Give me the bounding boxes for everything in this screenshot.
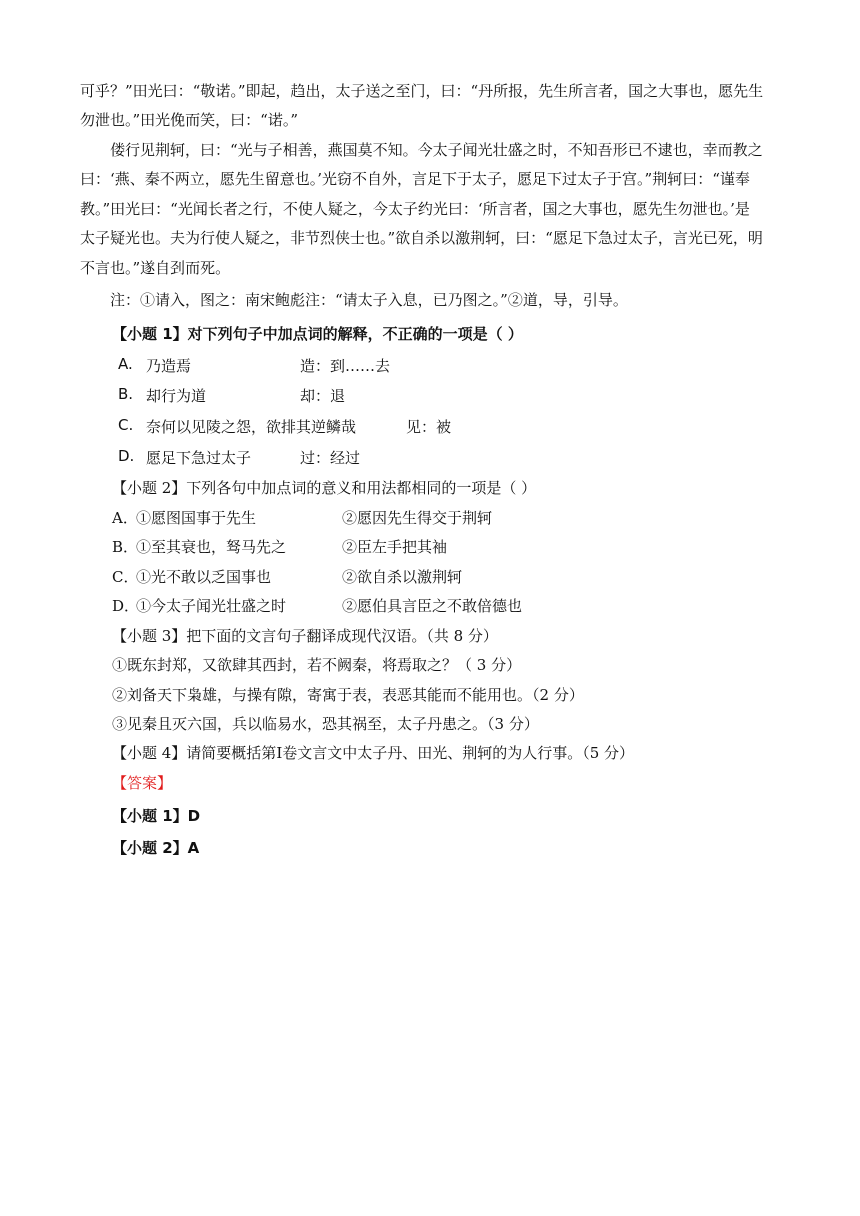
q1-option-a-letter: A.	[118, 355, 133, 373]
passage-line-2: 勿泄也。”田光俛而笑，曰：“诺。”	[80, 111, 299, 129]
q2-option-d-first: ①今太子闻光壮盛之时	[136, 597, 287, 615]
passage-line-1: 可乎？”田光曰：“敬诺。”即起，趋出，太子送之至门，曰：“丹所报，先生所言者，国之大事也，愿先生	[80, 82, 764, 100]
q2-option-a-first: ①愿图国事于先生	[136, 509, 257, 527]
passage-line-7: 不言也。”遂自刭而死。	[80, 259, 231, 277]
q3-title: 【小题 3】把下面的文言句子翻译成现代汉语。（共 8 分）	[112, 627, 498, 645]
q1-option-d-gloss: 过：经过	[300, 449, 361, 467]
q2-option-d-letter: D．	[112, 597, 140, 615]
q1-option-a-gloss: 造：到……去	[300, 357, 391, 375]
q4-title: 【小题 4】请简要概括第Ⅰ卷文言文中太子丹、田光、荆轲的为人行事。（5 分）	[112, 744, 635, 762]
q2-option-a-second: ②愿因先生得交于荆轲	[342, 509, 493, 527]
q2-option-b-letter: B．	[112, 538, 139, 556]
passage-note: 注：①请入，图之：南宋鲍彪注：“请太子入息，已乃图之。”②道，导，引导。	[110, 291, 628, 309]
q2-option-c-first: ①光不敢以乏国事也	[136, 568, 272, 586]
q2-option-b-second: ②臣左手把其袖	[342, 538, 448, 556]
q1-option-c-gloss: 见：被	[406, 418, 452, 436]
q3-item-3: ③见秦且灭六国，兵以临易水，恐其祸至，太子丹患之。（3 分）	[112, 715, 539, 733]
q1-option-d-letter: D.	[118, 447, 135, 465]
q2-option-b-first: ①至其衰也，驽马先之	[136, 538, 287, 556]
q1-option-c-letter: C.	[118, 416, 134, 434]
q2-option-c-letter: C．	[112, 568, 139, 586]
answer-label: 【答案】	[112, 774, 173, 792]
passage-line-3: 偻行见荆轲，曰：“光与子相善，燕国莫不知。今太子闻光壮盛之时，不知吾形已不逮也，幸而教之	[110, 141, 763, 159]
q1-title: 【小题 1】对下列句子中加点词的解释，不正确的一项是（ ）	[112, 325, 523, 343]
answer-q1: 【小题 1】D	[112, 807, 201, 825]
passage-line-4: 曰：‘燕、秦不两立，愿先生留意也。’光窃不自外，言足下于太子，愿足下过太子于宫。”荆轲曰：“谨奉	[80, 170, 750, 188]
q2-option-a-letter: A．	[112, 509, 138, 527]
q1-option-c-sentence: 奈何以见陵之怨，欲排其逆鳞哉	[146, 418, 357, 436]
q3-item-2: ②刘备天下枭雄，与操有隙，寄寓于表，表恶其能而不能用也。（2 分）	[112, 686, 584, 704]
q3-item-1: ①既东封郑，又欲肆其西封，若不阙秦，将焉取之？（ 3 分）	[112, 656, 522, 674]
answer-q2: 【小题 2】A	[112, 839, 200, 857]
q1-option-a-sentence: 乃造焉	[146, 357, 192, 375]
q2-title: 【小题 2】下列各句中加点词的意义和用法都相同的一项是（ ）	[112, 479, 537, 497]
q1-option-b-gloss: 却：退	[300, 387, 346, 405]
q1-option-b-sentence: 却行为道	[146, 387, 207, 405]
passage-line-5: 教。”田光曰：“光闻长者之行，不使人疑之，今太子约光曰：‘所言者，国之大事也，愿先生勿泄也。’是	[80, 200, 750, 218]
q2-option-d-second: ②愿伯具言臣之不敢倍德也	[342, 597, 523, 615]
q1-option-b-letter: B.	[118, 385, 134, 403]
q1-option-d-sentence: 愿足下急过太子	[146, 449, 252, 467]
passage-line-6: 太子疑光也。夫为行使人疑之，非节烈侠士也。”欲自杀以激荆轲，曰：“愿足下急过太子，言光已死，明	[80, 229, 763, 247]
q2-option-c-second: ②欲自杀以激荆轲	[342, 568, 463, 586]
